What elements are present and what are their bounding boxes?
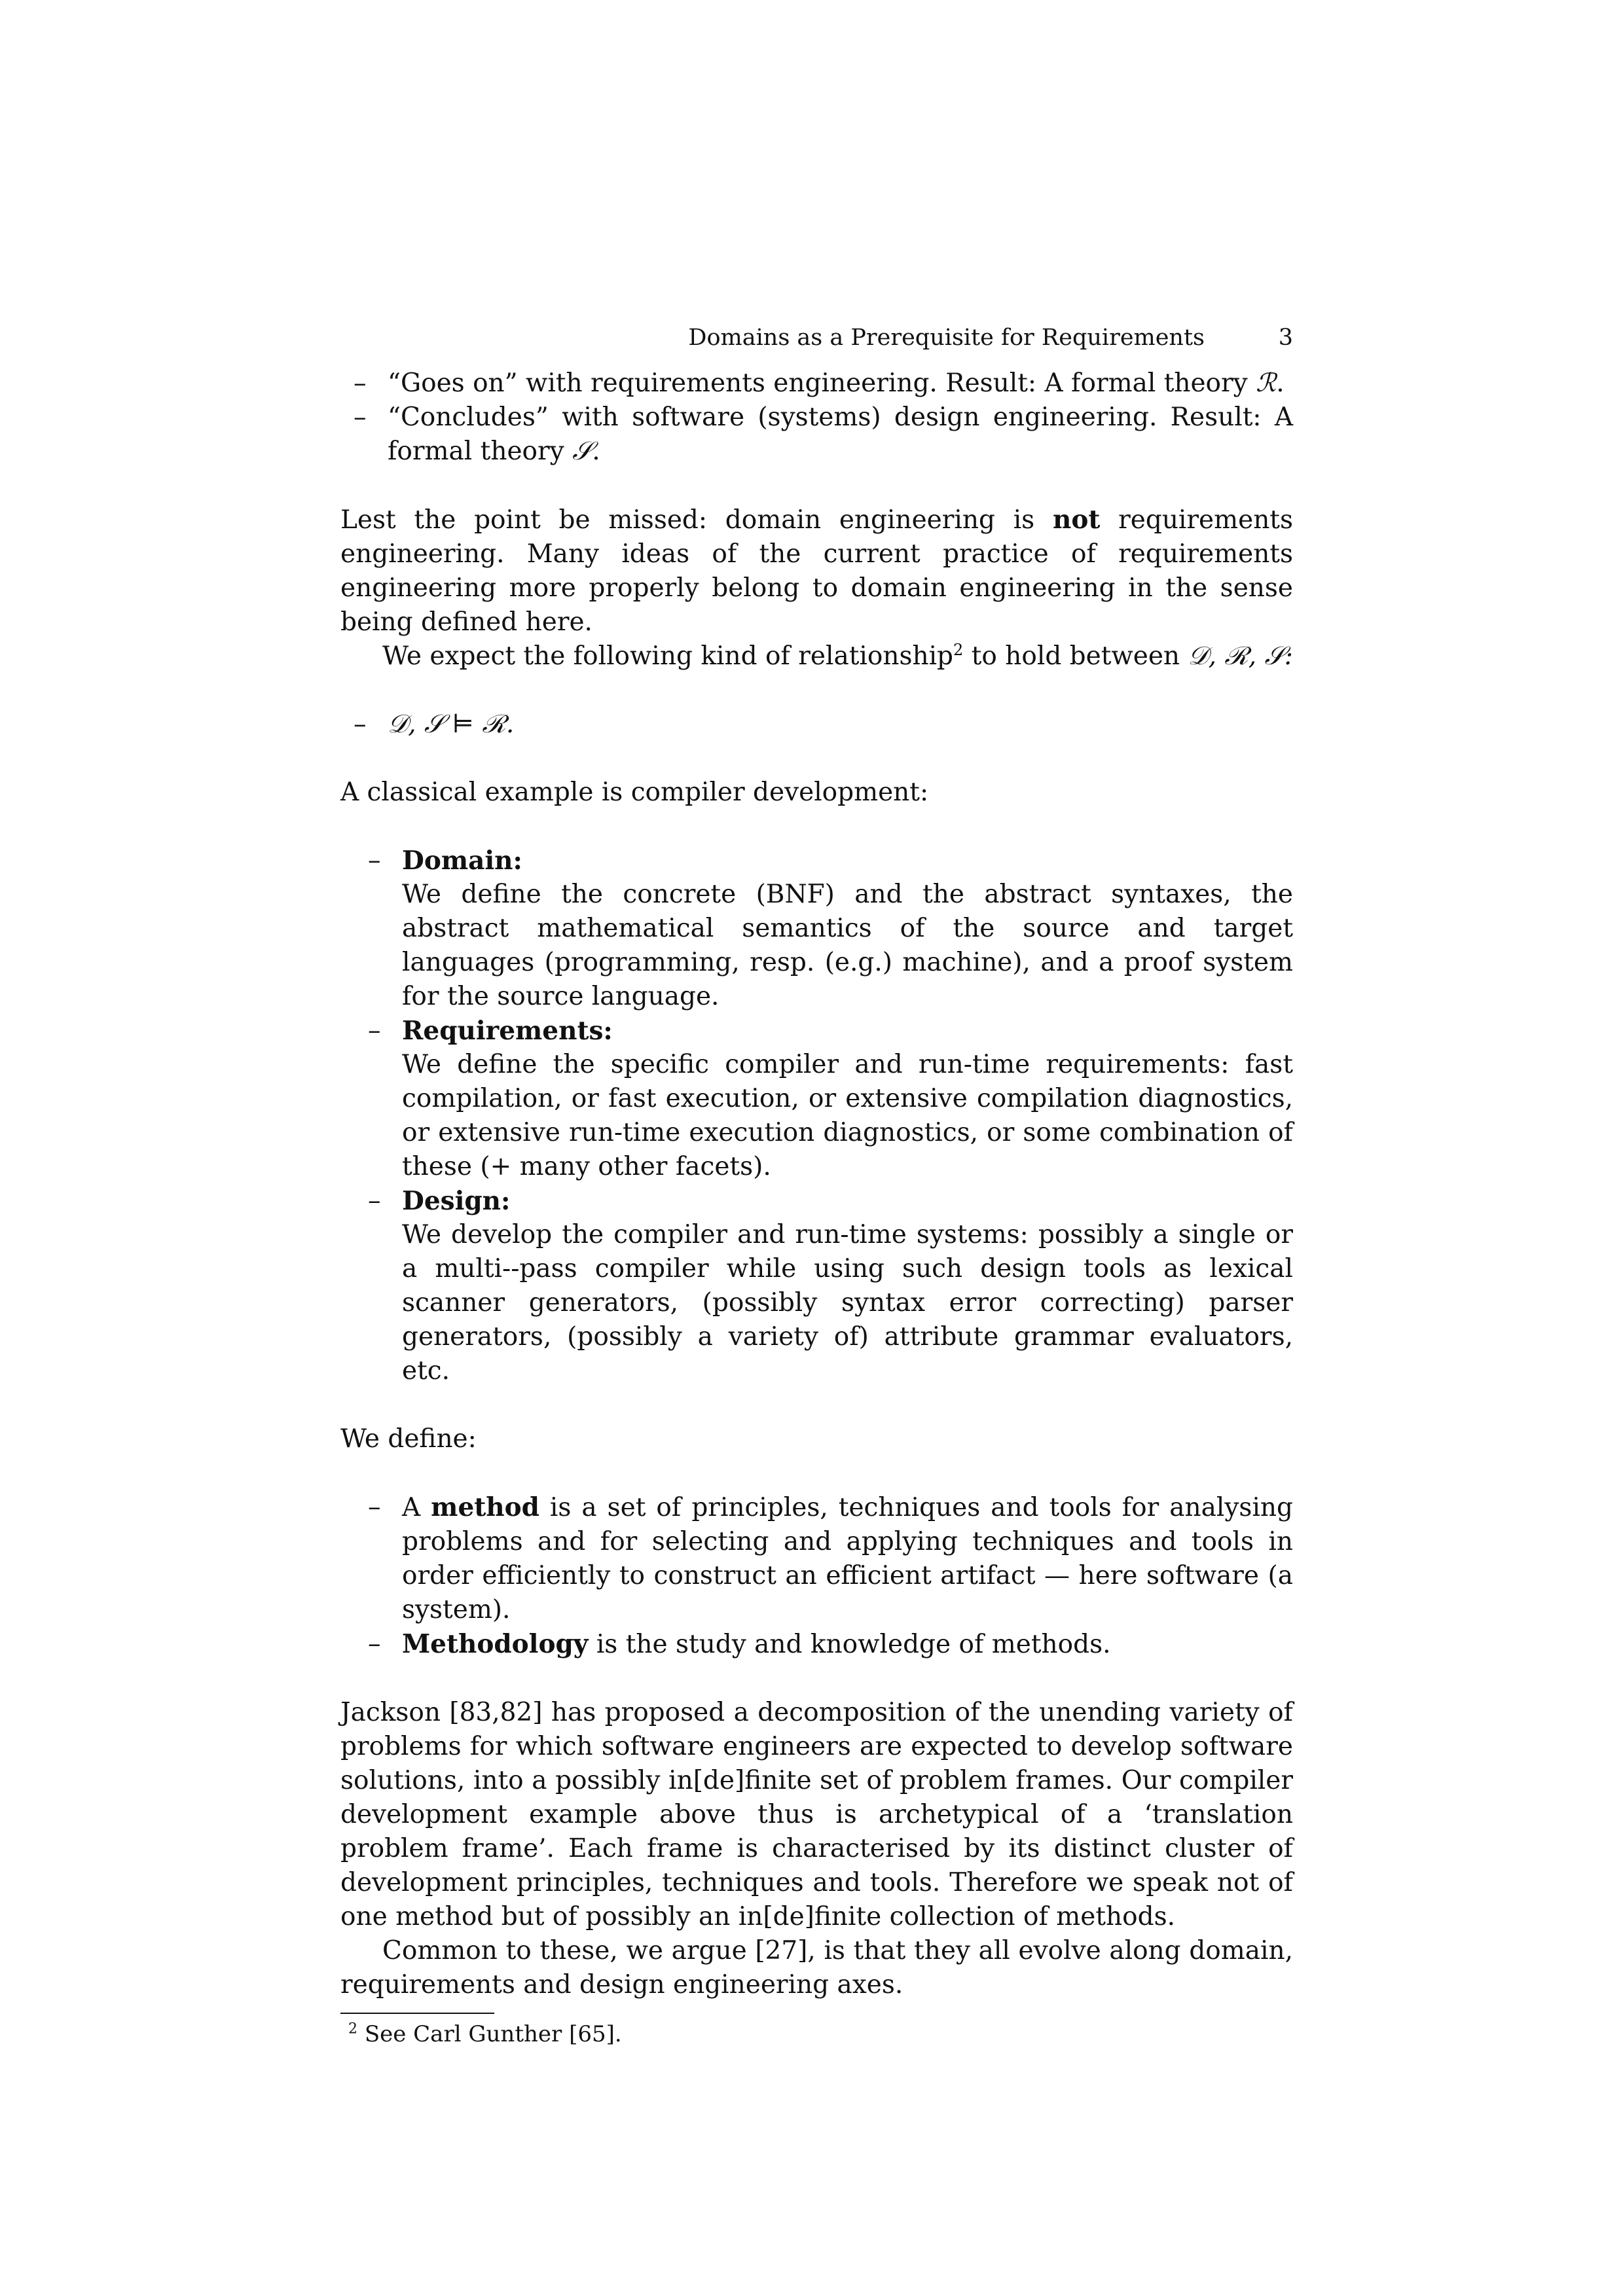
list-item-domain (355, 844, 1293, 1014)
paragraph-jackson: Jackson [83,82] has proposed a decomposition of the unending variety of problems for which software engineers are expected to develop software solutions, into a possibly in[de]finite set of problem frames. Our compiler development example above thus is archetypical of a ‘translation problem frame’. Each frame is characterised by its distinct cluster of development principles, techniques and tools. Therefore we speak not of one method but of possibly an in[de]finite collection of methods. (340, 1698, 1293, 1931)
footnote-rule (340, 2013, 494, 2014)
item-heading: – Requirements: (402, 1016, 613, 1046)
list-item: – “Concludes” with software (systems) design engineering. Result: A formal theory 𝒮. (340, 401, 1293, 469)
paragraph-lest: Lest the point be missed: domain engineering is not requirements engineering. Many ideas of the current practice of requirements engineering more properly belong to domain engineering in the sense being defined here. (340, 505, 1293, 637)
list-item-method: – A method is a set of principles, techniques and tools for analysing problems and for selecting and applying techniques and tools in order efficiently to construct an efficient artifact — here software (a system). (355, 1490, 1293, 1627)
paragraph-classical: A classical example is compiler development: (340, 778, 929, 807)
term-method: method (431, 1492, 539, 1522)
symbols-drs: 𝒟, ℛ, 𝒮: (1188, 641, 1293, 671)
paragraph-define: We define: (340, 1424, 477, 1454)
page-body (340, 321, 1293, 2049)
list-item-design (355, 1184, 1293, 1388)
footnote-ref: 2 (953, 641, 964, 659)
item-body: We define the specific compiler and run-time requirements: fast compilation, or fast execution, or extensive compilation diagnostics, or extensive run-time execution diagnostics, or some combination of these (+ many other facets). (402, 1050, 1293, 1181)
item-heading: – Domain: (402, 846, 522, 876)
list-item: – “Goes on” with requirements engineering. Result: A formal theory ℛ. (340, 367, 1293, 401)
list-item-methodology: – Methodology is the study and knowledge of methods. (355, 1627, 1293, 1662)
theory-r-symbol: ℛ (1256, 368, 1277, 398)
paragraph-expect: We expect the following kind of relationship$^2$ to hold between 𝒟, ℛ, 𝒮: (382, 641, 1293, 671)
intro-list (340, 367, 1293, 469)
list-item-requirements (355, 1014, 1293, 1184)
term-methodology: Methodology (402, 1629, 589, 1659)
footnote (340, 2019, 1293, 2049)
compiler-list (340, 844, 1293, 1388)
define-list (340, 1490, 1293, 1662)
paragraph-common: Common to these, we argue [27], is that they all evolve along domain, requirements and design engineering axes. (340, 1936, 1293, 2000)
footnote-text: See Carl Gunther [65]. (364, 2021, 622, 2047)
item-body: We develop the compiler and run-time systems: possibly a single or a multi--pass compiler while using such design tools as lexical scanner generators, (possibly syntax error correcting) parser generators, (possibly a variety of) attribute grammar evaluators, etc. (402, 1220, 1293, 1386)
page-number: 3 (1278, 325, 1293, 351)
theory-s-symbol: 𝒮 (572, 437, 593, 466)
emphasis-not: not (1052, 505, 1101, 535)
running-head (340, 321, 1293, 355)
formula: – 𝒟, 𝒮 ⊨ ℛ. (340, 708, 1293, 742)
formula-list (340, 708, 1293, 742)
footnote-mark: 2 (348, 2020, 357, 2037)
item-heading: – Design: (402, 1186, 511, 1216)
running-title: Domains as a Prerequisite for Requirements (688, 325, 1205, 351)
item-body: We define the concrete (BNF) and the abstract syntaxes, the abstract mathematical semantics of the source and target languages (programming, resp. (e.g.) machine), and a proof system for the source language. (402, 880, 1293, 1011)
